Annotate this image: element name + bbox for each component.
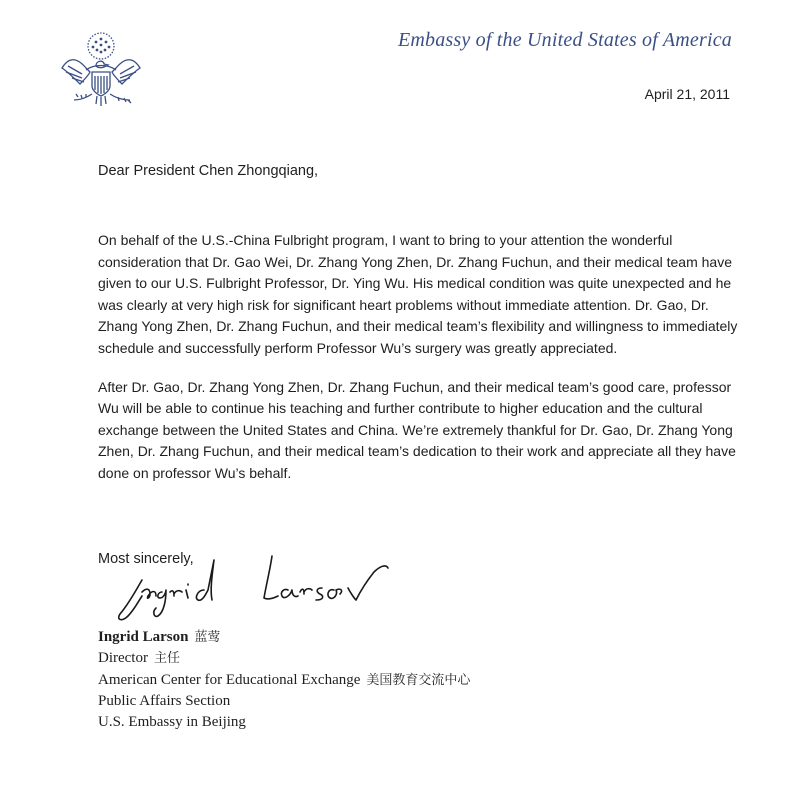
signer-name-chinese: 蓝莺 (194, 630, 221, 645)
embassy-letterhead: Embassy of the United States of America (397, 29, 732, 51)
body-paragraph-2: After Dr. Gao, Dr. Zhang Yong Zhen, Dr. Zhang Fuchun, and their medical team’s good care, professor Wu will be able to continue his teaching and further contribute to higher education and the cultural exchange between the United States and China. We’re extremely thankful for Dr. Gao, Dr. Zhang Yong Zhen, Dr. Zhang Fuchun, and their medical team’s dedication to their work and appreciate all they have done on professor Wu’s behalf. (98, 378, 736, 481)
letter-date: April 21, 2011 (644, 86, 730, 102)
embassy-seal-icon (56, 28, 146, 114)
letter-body (98, 230, 738, 502)
signer-organization: American Center for Educational Exchange (98, 671, 361, 688)
signer-title: Director (98, 650, 148, 667)
signer-organization-chinese: 美国教育交流中心 (366, 672, 471, 688)
signer-name: Ingrid Larson (98, 629, 189, 645)
signer-section: Public Affairs Section (98, 693, 231, 710)
signature-block (98, 627, 470, 732)
body-paragraph-1: On behalf of the U.S.-China Fulbright program, I want to bring to your attention the wonderful consideration that Dr. Gao Wei, Dr. Zhang Yong Zhen, Dr. Zhang Fuchun, and their medical team have given to our U.S. Fulbright Professor, Dr. Ying Wu. His medical condition was quite unexpected and he was clearly at very high risk for significant heart problems without immediate attention. Dr. Gao, Dr. Zhang Yong Zhen, Dr. Zhang Fuchun, and their medical team’s flexibility and willingness to immediately schedule and successfully perform Professor Wu’s surgery was greatly appreciated. (98, 232, 738, 356)
handwritten-signature-icon (112, 540, 412, 628)
signer-title-chinese: 主任 (153, 651, 180, 667)
closing: Most sincerely, (98, 551, 194, 567)
salutation: Dear President Chen Zhongqiang, (98, 163, 319, 179)
signer-embassy: U.S. Embassy in Beijing (98, 713, 246, 730)
